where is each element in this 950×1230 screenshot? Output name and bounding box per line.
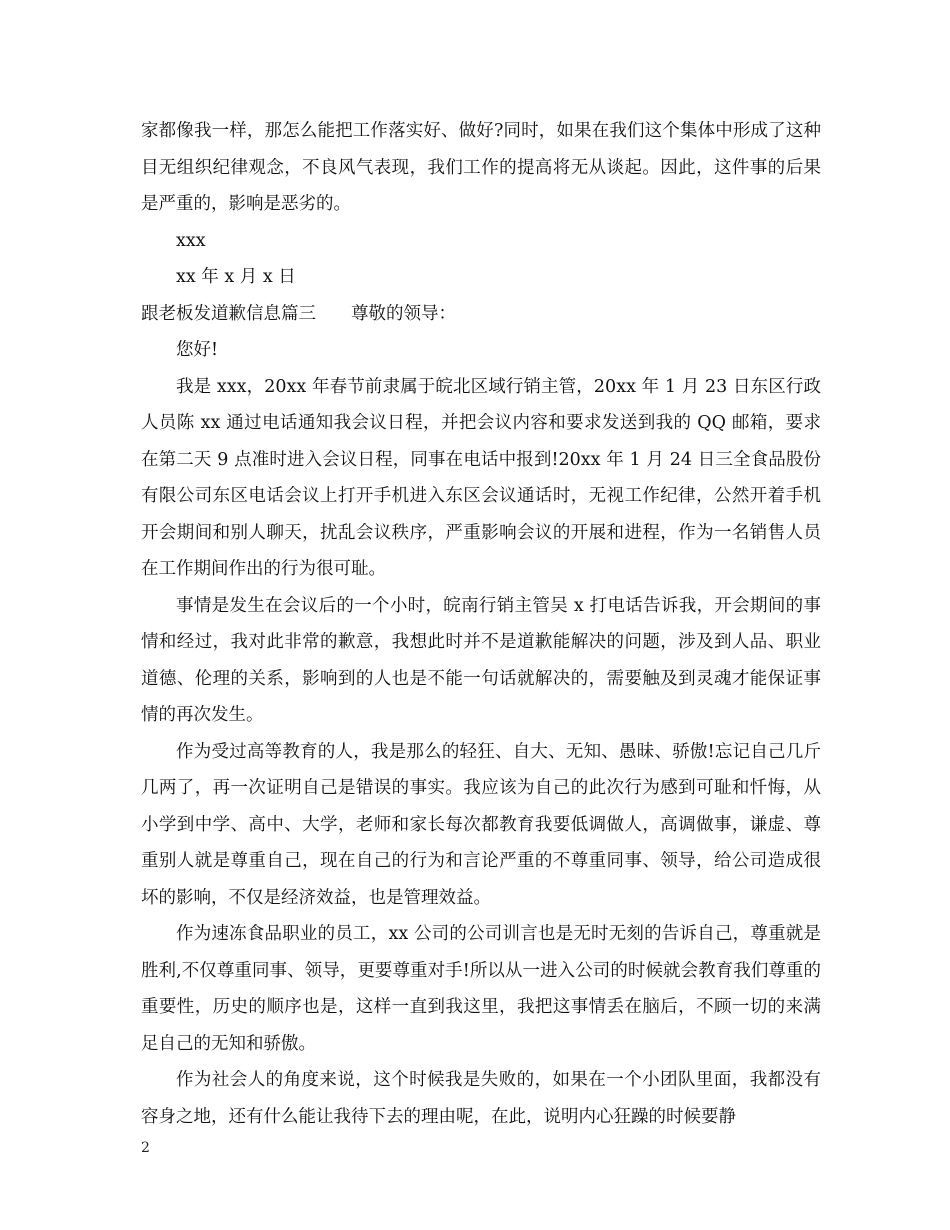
paragraph-social-view: 作为社会人的角度来说，这个时候我是失败的，如果在一个小团队里面，我都没有容身之地，还有什么能让我待下去的理由呢，在此，说明内心狂躁的时候要静 [141,1070,821,1127]
section-heading: 跟老板发道歉信息篇三 尊敬的领导： [141,303,456,324]
paragraph-reflection: 作为受过高等教育的人，我是那么的轻狂、自大、无知、愚昧、骄傲!忘记自己几斤几两了，再一次证明自己是错误的事实。我应该为自己的此次行为感到可耻和忏悔，从小学到中学、高中、大学，老师和家长每次都教育我要低调做人，高调做事，谦虚、尊重别人就是尊重自己，现在自己的行为和言论严重的不尊重同事、领导，给公司造成很坏的影响，不仅是经济效益，也是管理效益。 [141,741,821,908]
paragraph-intro: 我是 xxx，20xx 年春节前隶属于皖北区域行销主管，20xx 年 1 月 23 日东区行政人员陈 xx 通过电话通知我会议日程，并把会议内容和要求发送到我的 QQ 邮箱，要求在第二天 9 点准时进入会议日程，同事在电话中报到!20xx 年 1 月 24 日三全食品股份有限公司东区电话会议上打开手机进入东区会议通话时，无视工作纪律，公然开着手机开会期间和别人聊天，扰乱会议秩序，严重影响会议的开展和进程，作为一名销售人员在工作期间作出的行为很可耻。 [141,376,821,579]
paragraph-company-values: 作为速冻食品职业的员工，xx 公司的公司训言也是无时无刻的告诉自己，尊重就是胜利,不仅尊重同事、领导，更要尊重对手!所以从一进入公司的时候就会教育我们尊重的重要性，历史的顺序也是，这样一直到我这里，我把这事情丢在脑后，不顾一切的来满足自己的无知和骄傲。 [141,924,821,1054]
paragraph-incident: 事情是发生在会议后的一个小时，皖南行销主管吴 x 打电话告诉我，开会期间的事情和经过，我对此非常的歉意，我想此时并不是道歉能解决的问题，涉及到人品、职业道德、伦理的关系，影响到的人也是不能一句话就解决的，需要触及到灵魂才能保证事情的再次发生。 [141,595,821,725]
page-number: 2 [141,1140,150,1156]
signature-date: xx 年 x 月 x 日 [176,267,296,287]
greeting: 您好! [176,340,219,360]
paragraph-continuation: 家都像我一样，那怎么能把工作落实好、做好?同时，如果在我们这个集体中形成了这种目无组织纪律观念，不良风气表现，我们工作的提高将无从谈起。因此，这件事的后果是严重的，影响是恶劣的。 [141,121,821,214]
signature-name: xxx [176,230,206,251]
document-body [141,113,821,1135]
